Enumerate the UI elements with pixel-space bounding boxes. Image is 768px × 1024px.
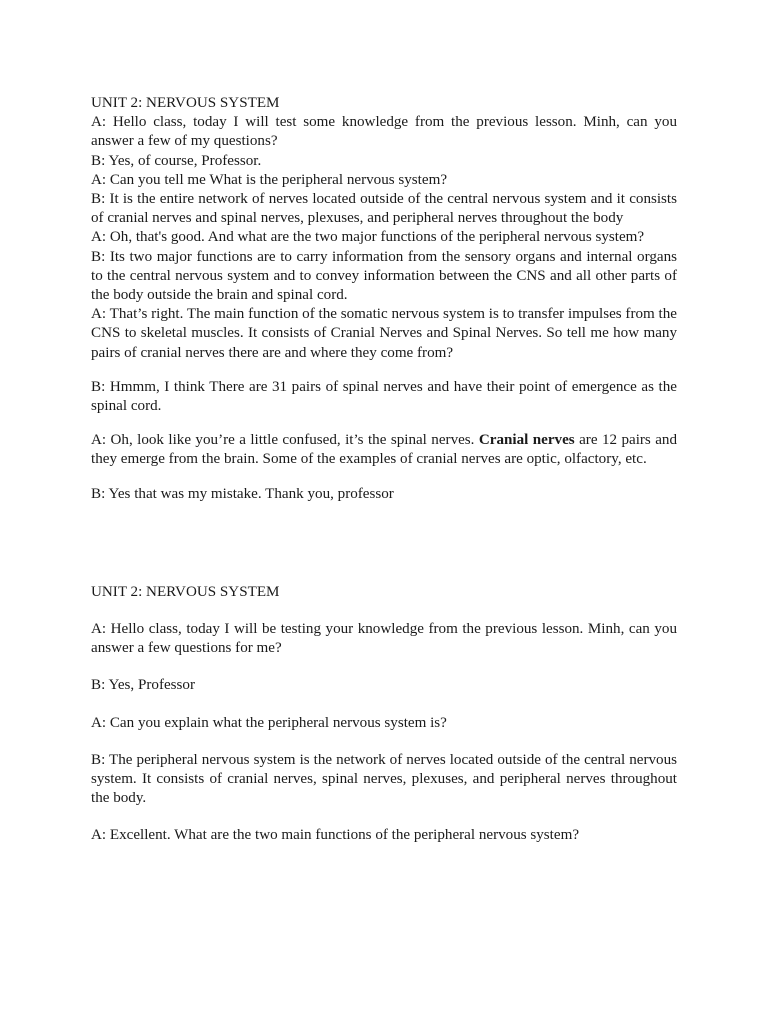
- dialogue-line: B: The peripheral nervous system is the network of nerves located outside of the central nervous system. It consists of cranial nerves, spinal nerves, plexuses, and peripheral nerves throughout the body.: [91, 751, 677, 807]
- dialogue-line: B: Yes, of course, Professor.: [91, 152, 262, 169]
- dialogue-line: B: It is the entire network of nerves located outside of the central nervous system and it consists of cranial nerves and spinal nerves, plexuses, and peripheral nerves throughout the body: [91, 191, 677, 227]
- dialogue-line: A: That’s right. The main function of the somatic nervous system is to transfer impulses from the CNS to skeletal muscles. It consists of Cranial Nerves and Spinal Nerves. So tell me how many pairs of cranial nerves there are and where they come from?: [91, 306, 677, 361]
- correction-text-before: A: Oh, look like you’re a little confused, it’s the spinal nerves.: [91, 432, 479, 449]
- dialogue-line: A: Hello class, today I will test some knowledge from the previous lesson. Minh, can you answer a few of my questions?: [91, 114, 677, 150]
- dialogue-line: A: Can you explain what the peripheral nervous system is?: [91, 714, 447, 731]
- dialogue-version-2: [91, 583, 677, 846]
- dialogue-line: A: Can you tell me What is the peripheral nervous system?: [91, 171, 448, 188]
- dialogue-line: A: Oh, that's good. And what are the two major functions of the peripheral nervous system?: [91, 229, 645, 246]
- dialogue-line: B: Yes, Professor: [91, 677, 195, 694]
- cranial-nerves-term: Cranial nerves: [478, 432, 575, 449]
- dialogue-line-correction: [91, 431, 677, 469]
- dialogue-line: A: Excellent. What are the two main functions of the peripheral nervous system?: [91, 827, 580, 844]
- document-page: [91, 94, 677, 864]
- unit-title: UNIT 2: NERVOUS SYSTEM: [91, 95, 280, 111]
- dialogue-line: B: Its two major functions are to carry information from the sensory organs and internal organs to the central nervous system and to convey information between the CNS and all other parts of the body outside the brain and spinal cord.: [91, 248, 677, 304]
- correction-text-after: are 12 pairs and they emerge from the brain. Some of the examples of cranial nerves are optic, olfactory, etc.: [91, 432, 677, 468]
- dialogue-line: B: Yes that was my mistake. Thank you, professor: [91, 485, 394, 502]
- unit-title: UNIT 2: NERVOUS SYSTEM: [91, 583, 280, 600]
- dialogue-line: B: Hmmm, I think There are 31 pairs of spinal nerves and have their point of emergence as the spinal cord.: [91, 378, 677, 415]
- dialogue-line: A: Hello class, today I will be testing your knowledge from the previous lesson. Minh, can you answer a few questions for me?: [91, 621, 677, 657]
- dialogue-version-1: [91, 94, 677, 504]
